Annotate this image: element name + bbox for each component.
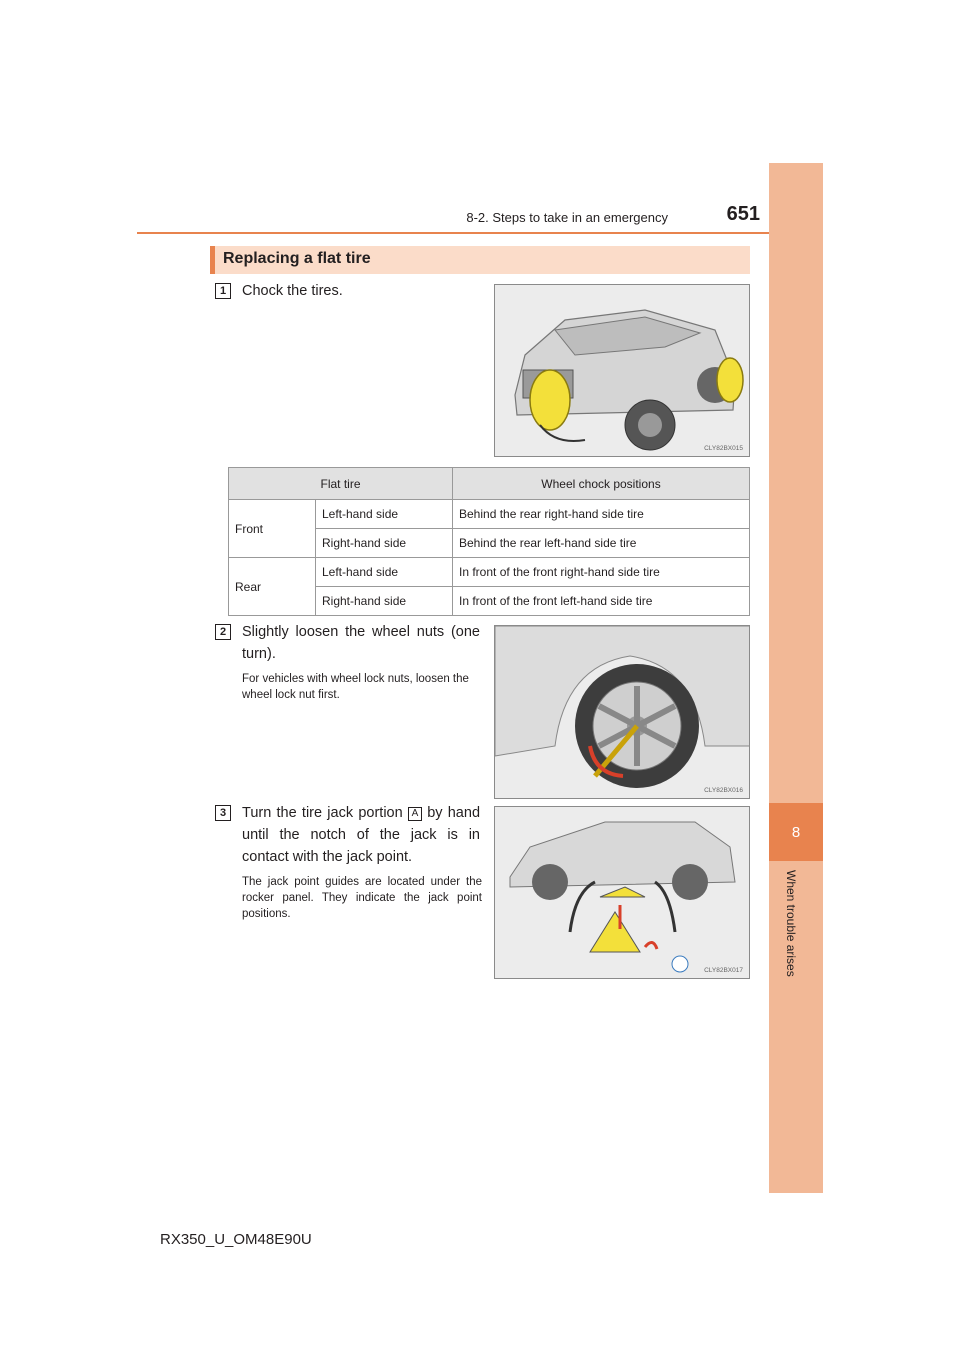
- jack-illustration: [495, 807, 750, 979]
- table-row: [229, 558, 750, 587]
- table-row: [229, 500, 750, 529]
- table-header-chock-positions: Wheel chock positions: [453, 468, 750, 500]
- table-cell-side: Left-hand side: [316, 500, 453, 529]
- step-3-text: [242, 802, 480, 868]
- table-cell-position: In front of the front left-hand side tire: [453, 587, 750, 616]
- table-header-row: [229, 468, 750, 500]
- callout-a-badge: A: [408, 807, 422, 821]
- table-cell-position: Behind the rear right-hand side tire: [453, 500, 750, 529]
- wheel-chock-table: [228, 467, 750, 616]
- header-section-title: 8-2. Steps to take in an emergency: [466, 210, 668, 225]
- step-3-text-after: by hand until the notch of the jack is in contact with the jack point.: [242, 805, 481, 865]
- table-group-label: Front: [229, 500, 316, 558]
- table-cell-position: In front of the front right-hand side tire: [453, 558, 750, 587]
- table-cell-position: Behind the rear left-hand side tire: [453, 529, 750, 558]
- table-group-label: Rear: [229, 558, 316, 616]
- page-number: 651: [726, 203, 760, 225]
- chapter-number-tab[interactable]: 8: [769, 803, 823, 861]
- wheel-wrench-illustration: [495, 626, 750, 799]
- figure-loosen-wheel-nuts: [494, 625, 750, 799]
- step-1-text: Chock the tires.: [242, 283, 343, 299]
- table-cell-side: Right-hand side: [316, 587, 453, 616]
- document-code: RX350_U_OM48E90U: [160, 1231, 312, 1248]
- chapter-label: When trouble arises: [784, 870, 798, 977]
- step-3-text-before: Turn the tire jack portion: [242, 805, 403, 821]
- chapter-tab-strip: [769, 163, 823, 1193]
- step-2-text: Slightly loosen the wheel nuts (one turn).: [242, 624, 480, 662]
- suv-front-illustration: [495, 285, 750, 457]
- step-1-badge: 1: [215, 283, 231, 299]
- table-cell-side: Left-hand side: [316, 558, 453, 587]
- figure-chock-tires: [494, 284, 750, 457]
- table-header-flat-tire: Flat tire: [229, 468, 453, 500]
- table-cell-side: Right-hand side: [316, 529, 453, 558]
- step-2-badge: 2: [215, 624, 231, 640]
- step-3-badge: 3: [215, 805, 231, 821]
- section-title: Replacing a flat tire: [223, 250, 371, 267]
- step-2-note: For vehicles with wheel lock nuts, loosen the wheel lock nut first.: [242, 673, 469, 701]
- header-divider: [137, 232, 823, 234]
- figure-code: CLY82BX015: [704, 445, 743, 452]
- figure-code: CLY82BX017: [704, 967, 743, 974]
- figure-code: CLY82BX016: [704, 787, 743, 794]
- step-3-note: The jack point guides are located under the rocker panel. They indicate the jack point positions.: [242, 876, 482, 920]
- figure-jack-point: [494, 806, 750, 979]
